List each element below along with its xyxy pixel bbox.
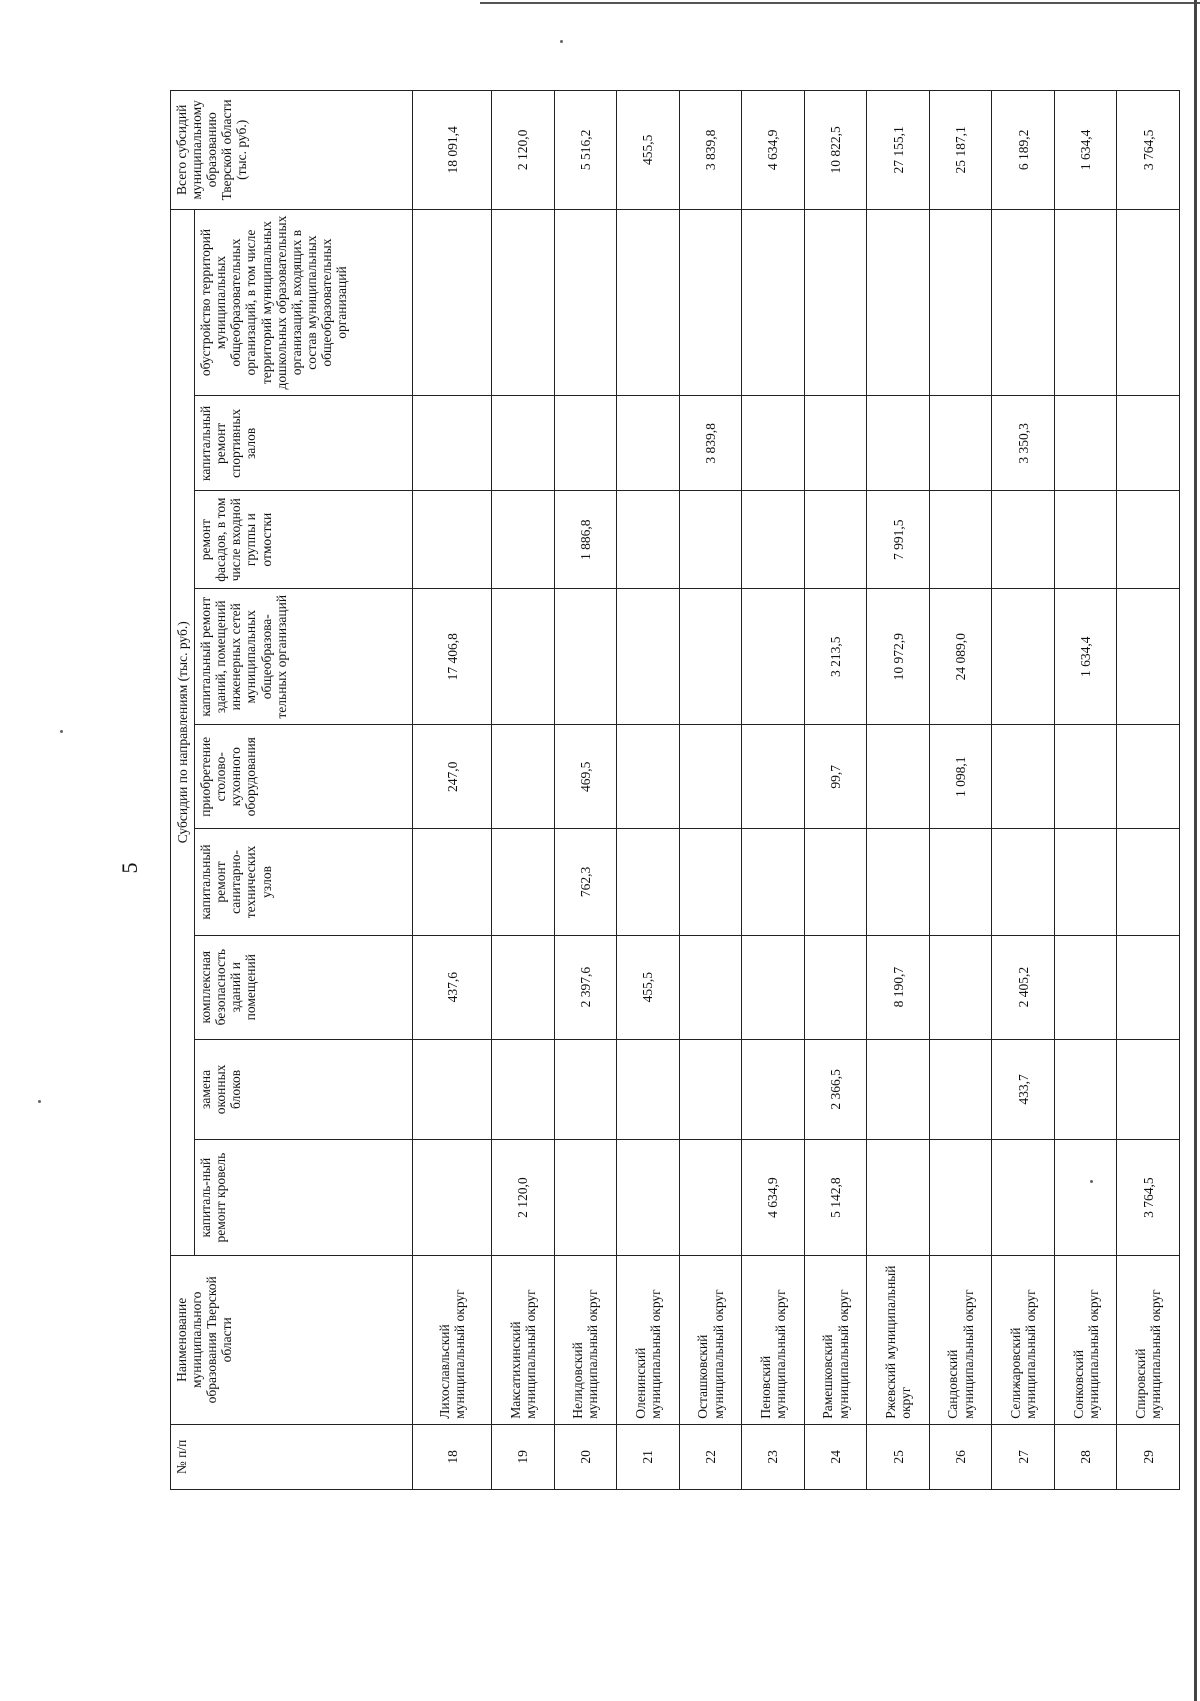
subsidy-cell (413, 1039, 492, 1140)
row-index: 24 (804, 1424, 867, 1489)
municipality-name: Нелидовский муниципальный округ (554, 1255, 617, 1424)
subsidy-cell (554, 1039, 617, 1140)
table-row (1054, 91, 1117, 1490)
municipality-name: Спировский муниципальный округ (1117, 1255, 1180, 1424)
subsidy-cell (867, 396, 930, 491)
subsidy-cell (492, 829, 555, 936)
subsidy-cell (929, 1039, 992, 1140)
header-name: Наименование муниципального образования Тверской области (171, 1255, 413, 1424)
total-cell: 3 839,8 (679, 91, 742, 210)
table-row (617, 91, 680, 1490)
subsidy-cell (742, 209, 805, 396)
subsidy-cell (492, 209, 555, 396)
subsidy-cell (929, 829, 992, 936)
subsidy-cell: 7 991,5 (867, 491, 930, 589)
subsidy-cell (867, 1140, 930, 1256)
table-row (929, 91, 992, 1490)
subsidy-cell (679, 491, 742, 589)
subsidy-cell (992, 1140, 1055, 1256)
subsidy-cell (1054, 1039, 1117, 1140)
row-index: 23 (742, 1424, 805, 1489)
municipality-name: Лихославльский муниципальный округ (413, 1255, 492, 1424)
subsidy-cell (992, 725, 1055, 829)
subsidy-cell (617, 396, 680, 491)
subsidy-cell (617, 725, 680, 829)
subsidy-cell (554, 589, 617, 725)
subsidy-cell: 5 142,8 (804, 1140, 867, 1256)
subsidy-cell (679, 935, 742, 1039)
subsidy-cell: 24 089,0 (929, 589, 992, 725)
row-index: 26 (929, 1424, 992, 1489)
table-row (492, 91, 555, 1490)
subsidy-cell (867, 1039, 930, 1140)
subsidy-cell: 1 098,1 (929, 725, 992, 829)
header-total: Всего субсидий муниципальному образованию Тверской области (тыс. руб.) (171, 91, 413, 210)
subsidy-cell (1054, 829, 1117, 936)
subsidy-cell: 3 764,5 (1117, 1140, 1180, 1256)
table-row (1117, 91, 1180, 1490)
row-index: 25 (867, 1424, 930, 1489)
subsidy-cell (804, 396, 867, 491)
municipality-name: Селижаровский муниципальный округ (992, 1255, 1055, 1424)
subsidy-cell (1117, 491, 1180, 589)
subsidy-cell: 10 972,9 (867, 589, 930, 725)
subsidy-cell: 2 120,0 (492, 1140, 555, 1256)
table-row (554, 91, 617, 1490)
subsidy-cell: 433,7 (992, 1039, 1055, 1140)
scan-speck (38, 1100, 41, 1103)
total-cell: 6 189,2 (992, 91, 1055, 210)
scan-edge-right (1194, 0, 1197, 1701)
subsidy-cell (867, 725, 930, 829)
subsidy-cell: 3 350,3 (992, 396, 1055, 491)
municipality-name: Пеновский муниципальный округ (742, 1255, 805, 1424)
header-direction: капитальный ремонт зданий, помещений инженерных сетей муниципальных общеобразова-тельных организаций (195, 589, 413, 725)
municipality-name: Рамешковский муниципальный округ (804, 1255, 867, 1424)
municipality-name: Ржевский муниципальный округ (867, 1255, 930, 1424)
total-cell: 10 822,5 (804, 91, 867, 210)
header-direction: замена оконных блоков (195, 1039, 413, 1140)
subsidy-cell (492, 589, 555, 725)
municipality-name: Сонковский муниципальный округ (1054, 1255, 1117, 1424)
subsidy-cell: 2 366,5 (804, 1039, 867, 1140)
subsidy-cell (1054, 396, 1117, 491)
subsidy-cell (929, 491, 992, 589)
total-cell: 3 764,5 (1117, 91, 1180, 210)
subsidy-cell (1117, 725, 1180, 829)
subsidy-cell (413, 209, 492, 396)
row-index: 19 (492, 1424, 555, 1489)
table-row (992, 91, 1055, 1490)
subsidy-cell (742, 589, 805, 725)
table-row (742, 91, 805, 1490)
scan-speck (560, 40, 563, 43)
subsidy-cell (492, 725, 555, 829)
subsidy-cell (1054, 491, 1117, 589)
subsidy-cell (929, 1140, 992, 1256)
table-row (867, 91, 930, 1490)
subsidy-cell (992, 589, 1055, 725)
subsidy-cell: 3 213,5 (804, 589, 867, 725)
subsidy-cell (742, 725, 805, 829)
subsidy-cell: 762,3 (554, 829, 617, 936)
subsidy-cell (867, 209, 930, 396)
subsidy-cell (992, 829, 1055, 936)
row-index: 27 (992, 1424, 1055, 1489)
row-index: 18 (413, 1424, 492, 1489)
subsidy-cell (617, 1140, 680, 1256)
subsidy-cell (929, 396, 992, 491)
subsidy-cell (1054, 209, 1117, 396)
table-row (679, 91, 742, 1490)
header-direction: капиталь-ный ремонт кровель (195, 1140, 413, 1256)
subsidy-cell (413, 829, 492, 936)
subsidy-cell: 8 190,7 (867, 935, 930, 1039)
row-index: 29 (1117, 1424, 1180, 1489)
subsidy-cell: 17 406,8 (413, 589, 492, 725)
scan-edge-top (480, 2, 1200, 4)
subsidy-cell (1117, 396, 1180, 491)
subsidy-cell: 1 886,8 (554, 491, 617, 589)
subsidy-cell: 3 839,8 (679, 396, 742, 491)
subsidy-cell (929, 935, 992, 1039)
subsidy-cell (742, 829, 805, 936)
subsidy-cell (679, 725, 742, 829)
subsidy-cell (492, 935, 555, 1039)
subsidy-cell (413, 396, 492, 491)
total-cell: 2 120,0 (492, 91, 555, 210)
subsidy-cell (742, 491, 805, 589)
subsidy-cell (679, 1140, 742, 1256)
subsidy-cell (617, 829, 680, 936)
header-direction: приобретение столово-кухонного оборудования (195, 725, 413, 829)
subsidy-cell (1054, 935, 1117, 1039)
header-idx: № п/п (171, 1424, 413, 1489)
subsidy-cell (1054, 1140, 1117, 1256)
row-index: 28 (1054, 1424, 1117, 1489)
subsidy-cell (804, 935, 867, 1039)
subsidy-cell (413, 1140, 492, 1256)
municipality-name: Сандовский муниципальный округ (929, 1255, 992, 1424)
header-direction: комплексная безопасность зданий и помещений (195, 935, 413, 1039)
subsidy-cell (1117, 209, 1180, 396)
subsidy-cell (1054, 725, 1117, 829)
subsidy-cell (554, 1140, 617, 1256)
subsidy-cell (679, 209, 742, 396)
subsidy-cell (992, 209, 1055, 396)
subsidy-cell: 469,5 (554, 725, 617, 829)
total-cell: 25 187,1 (929, 91, 992, 210)
subsidy-cell (617, 209, 680, 396)
header-direction: обустройство территорий муниципальных общеобразовательных организаций, в том числе территорий муниципальных дошкольных образовательных организаций, входящих в состав муниципальных общеобразовательных организаций (195, 209, 413, 396)
total-cell: 18 091,4 (413, 91, 492, 210)
subsidy-cell (492, 491, 555, 589)
table-row (804, 91, 867, 1490)
subsidies-table (170, 90, 1180, 1490)
subsidy-cell (617, 589, 680, 725)
subsidy-cell (867, 829, 930, 936)
total-cell: 455,5 (617, 91, 680, 210)
subsidy-cell (804, 491, 867, 589)
subsidy-cell (679, 829, 742, 936)
row-index: 22 (679, 1424, 742, 1489)
subsidy-cell (804, 209, 867, 396)
table-row (413, 91, 492, 1490)
municipality-name: Осташковский муниципальный округ (679, 1255, 742, 1424)
subsidy-cell (992, 491, 1055, 589)
rotated-table-container (170, 90, 1180, 1490)
subsidy-cell: 2 405,2 (992, 935, 1055, 1039)
subsidy-cell (1117, 829, 1180, 936)
subsidy-cell: 247,0 (413, 725, 492, 829)
subsidy-cell (679, 1039, 742, 1140)
header-direction: капитальный ремонт санитарно-технических узлов (195, 829, 413, 936)
header-subsidies-group: Субсидии по направлениям (тыс. руб.) (171, 209, 195, 1255)
subsidy-cell (492, 1039, 555, 1140)
subsidy-cell (742, 396, 805, 491)
total-cell: 1 634,4 (1054, 91, 1117, 210)
municipality-name: Оленинский муниципальный округ (617, 1255, 680, 1424)
subsidy-cell: 4 634,9 (742, 1140, 805, 1256)
scan-speck (60, 730, 63, 733)
subsidy-cell: 455,5 (617, 935, 680, 1039)
subsidy-cell (413, 491, 492, 589)
subsidy-cell (1117, 935, 1180, 1039)
subsidy-cell (929, 209, 992, 396)
subsidy-cell (492, 396, 555, 491)
total-cell: 4 634,9 (742, 91, 805, 210)
subsidy-cell: 2 397,6 (554, 935, 617, 1039)
row-index: 20 (554, 1424, 617, 1489)
total-cell: 5 516,2 (554, 91, 617, 210)
subsidy-cell: 99,7 (804, 725, 867, 829)
subsidy-cell (617, 491, 680, 589)
row-index: 21 (617, 1424, 680, 1489)
municipality-name: Максатихинский муниципальный округ (492, 1255, 555, 1424)
subsidy-cell (617, 1039, 680, 1140)
header-direction: ремонт фасадов, в том числе входной группы и отмостки (195, 491, 413, 589)
subsidy-cell (1117, 1039, 1180, 1140)
subsidy-cell (804, 829, 867, 936)
subsidy-cell (742, 1039, 805, 1140)
subsidy-cell (554, 396, 617, 491)
total-cell: 27 155,1 (867, 91, 930, 210)
subsidy-cell (554, 209, 617, 396)
subsidy-cell: 1 634,4 (1054, 589, 1117, 725)
subsidy-cell (679, 589, 742, 725)
subsidy-cell (1117, 589, 1180, 725)
page-number: 5 (117, 862, 142, 874)
subsidy-cell (742, 935, 805, 1039)
header-direction: капитальный ремонт спортивных залов (195, 396, 413, 491)
subsidy-cell: 437,6 (413, 935, 492, 1039)
